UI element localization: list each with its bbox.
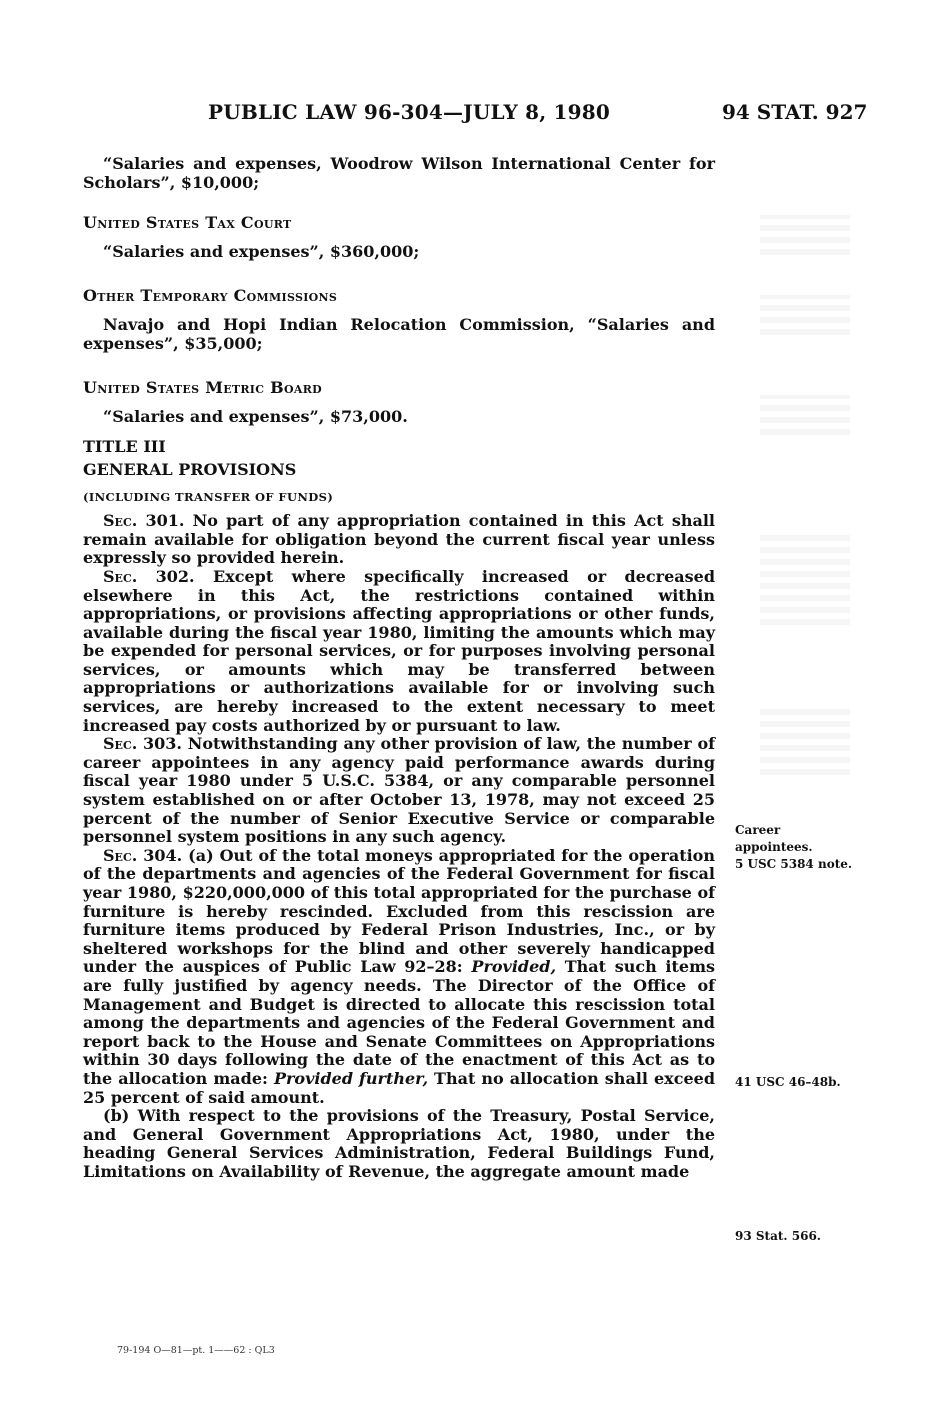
section-304-a xyxy=(83,847,715,1107)
paragraph-tax-court: “Salaries and expenses”, $360,000; xyxy=(103,241,420,261)
bleed-through-note xyxy=(760,295,850,335)
margin-note-usc5384: 5 USC 5384 note. xyxy=(735,857,853,871)
margin-note-career-line2: appointees. xyxy=(735,840,813,854)
provided-further-italic: Provided further, xyxy=(273,1068,429,1088)
heading-metric-board: United States Metric Board xyxy=(83,378,323,398)
section-304-label: Sec. 304. xyxy=(103,845,183,865)
heading-tax-court: United States Tax Court xyxy=(83,213,292,233)
margin-note-stat566: 93 Stat. 566. xyxy=(735,1229,821,1243)
section-303 xyxy=(83,735,715,847)
section-304-b: (b) With respect to the provisions of the Treasury, Postal Service, and General Government Appropriations Act, 1980, under the heading General Services Administration, Federal Buildings Fund, Limitations on Availability of Revenue, the aggregate amount made xyxy=(83,1106,715,1181)
section-304-text-c: That no allocation shall exceed 25 percent of said amount. xyxy=(83,1068,716,1107)
transfer-of-funds-note: (INCLUDING TRANSFER OF FUNDS) xyxy=(83,489,334,504)
section-301-label: Sec. 301. xyxy=(103,511,185,531)
document-body xyxy=(83,155,715,1182)
section-303-label: Sec. 303. xyxy=(103,734,182,754)
section-302-label: Sec. 302. xyxy=(103,566,195,586)
paragraph-navajo-hopi: Navajo and Hopi Indian Relocation Commission, “Salaries and expenses”, $35,000; xyxy=(83,314,715,353)
general-provisions-heading: GENERAL PROVISIONS xyxy=(83,459,297,479)
margin-note-usc46: 41 USC 46–48b. xyxy=(735,1075,841,1089)
section-304-text-a: (a) Out of the total moneys appropriated for the operation of the departments and agencies of the Federal Government for fiscal year 1980, $220,000,000 of this total appropriated for the purchase of furniture is hereby rescinded. Excluded from this rescission are furniture items produced by Federal Prison Industries, Inc., or by sheltered workshops for the blind and other severely handicapped under the auspices of Public Law 92–28: xyxy=(83,845,715,977)
bleed-through-note xyxy=(760,215,850,255)
bleed-through-note xyxy=(760,535,850,625)
section-302-text: Except where specifically increased or decreased elsewhere in this Act, the restrictions contained within appropriations, or provisions affecting appropriations or other funds, available during the fiscal year 1980, limiting the amounts which may be expended for personal services, or for purposes involving personal services, or amounts which may be transferred between appropriations or authorizations available for or involving such services, are hereby increased to the extent necessary to meet increased pay costs authorized by or pursuant to law. xyxy=(83,566,715,735)
paragraph-metric-board: “Salaries and expenses”, $73,000. xyxy=(103,406,408,426)
heading-other-commissions: Other Temporary Commissions xyxy=(83,286,338,306)
section-301 xyxy=(83,512,715,568)
section-302 xyxy=(83,568,715,735)
margin-note-career xyxy=(735,822,852,873)
bleed-through-note xyxy=(760,705,850,775)
paragraph-wilson-center: “Salaries and expenses, Woodrow Wilson International Center for Scholars”, $10,000; xyxy=(83,154,715,192)
margin-note-career-line1: Career xyxy=(735,823,781,837)
section-301-text: No part of any appropriation contained in this Act shall remain available for obligation beyond the current fiscal year unless expressly so provided herein. xyxy=(83,511,715,568)
section-303-text: Notwithstanding any other provision of law, the number of career appointees in any agency paid performance awards during fiscal year 1980 under 5 U.S.C. 5384, or any comparable personnel system established on or after October 13, 1978, may not exceed 25 percent of the number of Senior Executive Service or comparable personnel system positions in any such agency. xyxy=(83,734,715,847)
section-304-text-b: That such items are fully justified by agency needs. The Director of the Office of Management and Budget is directed to allocate this rescission total among the departments and agencies of the Federal Government and report back to the House and Senate Committees on Appropriations within 30 days following the date of the enactment of this Act as to the allocation made: xyxy=(83,957,716,1088)
page-header-title: PUBLIC LAW 96-304—JULY 8, 1980 xyxy=(208,100,611,124)
title-iii-heading: TITLE III xyxy=(83,437,166,457)
bleed-through-note xyxy=(760,395,850,435)
page-footer-printer-code: 79-194 O—81—pt. 1——62 : QL3 xyxy=(117,1345,275,1356)
provided-italic: Provided, xyxy=(471,957,557,977)
page-header-stat: 94 STAT. 927 xyxy=(722,100,868,124)
